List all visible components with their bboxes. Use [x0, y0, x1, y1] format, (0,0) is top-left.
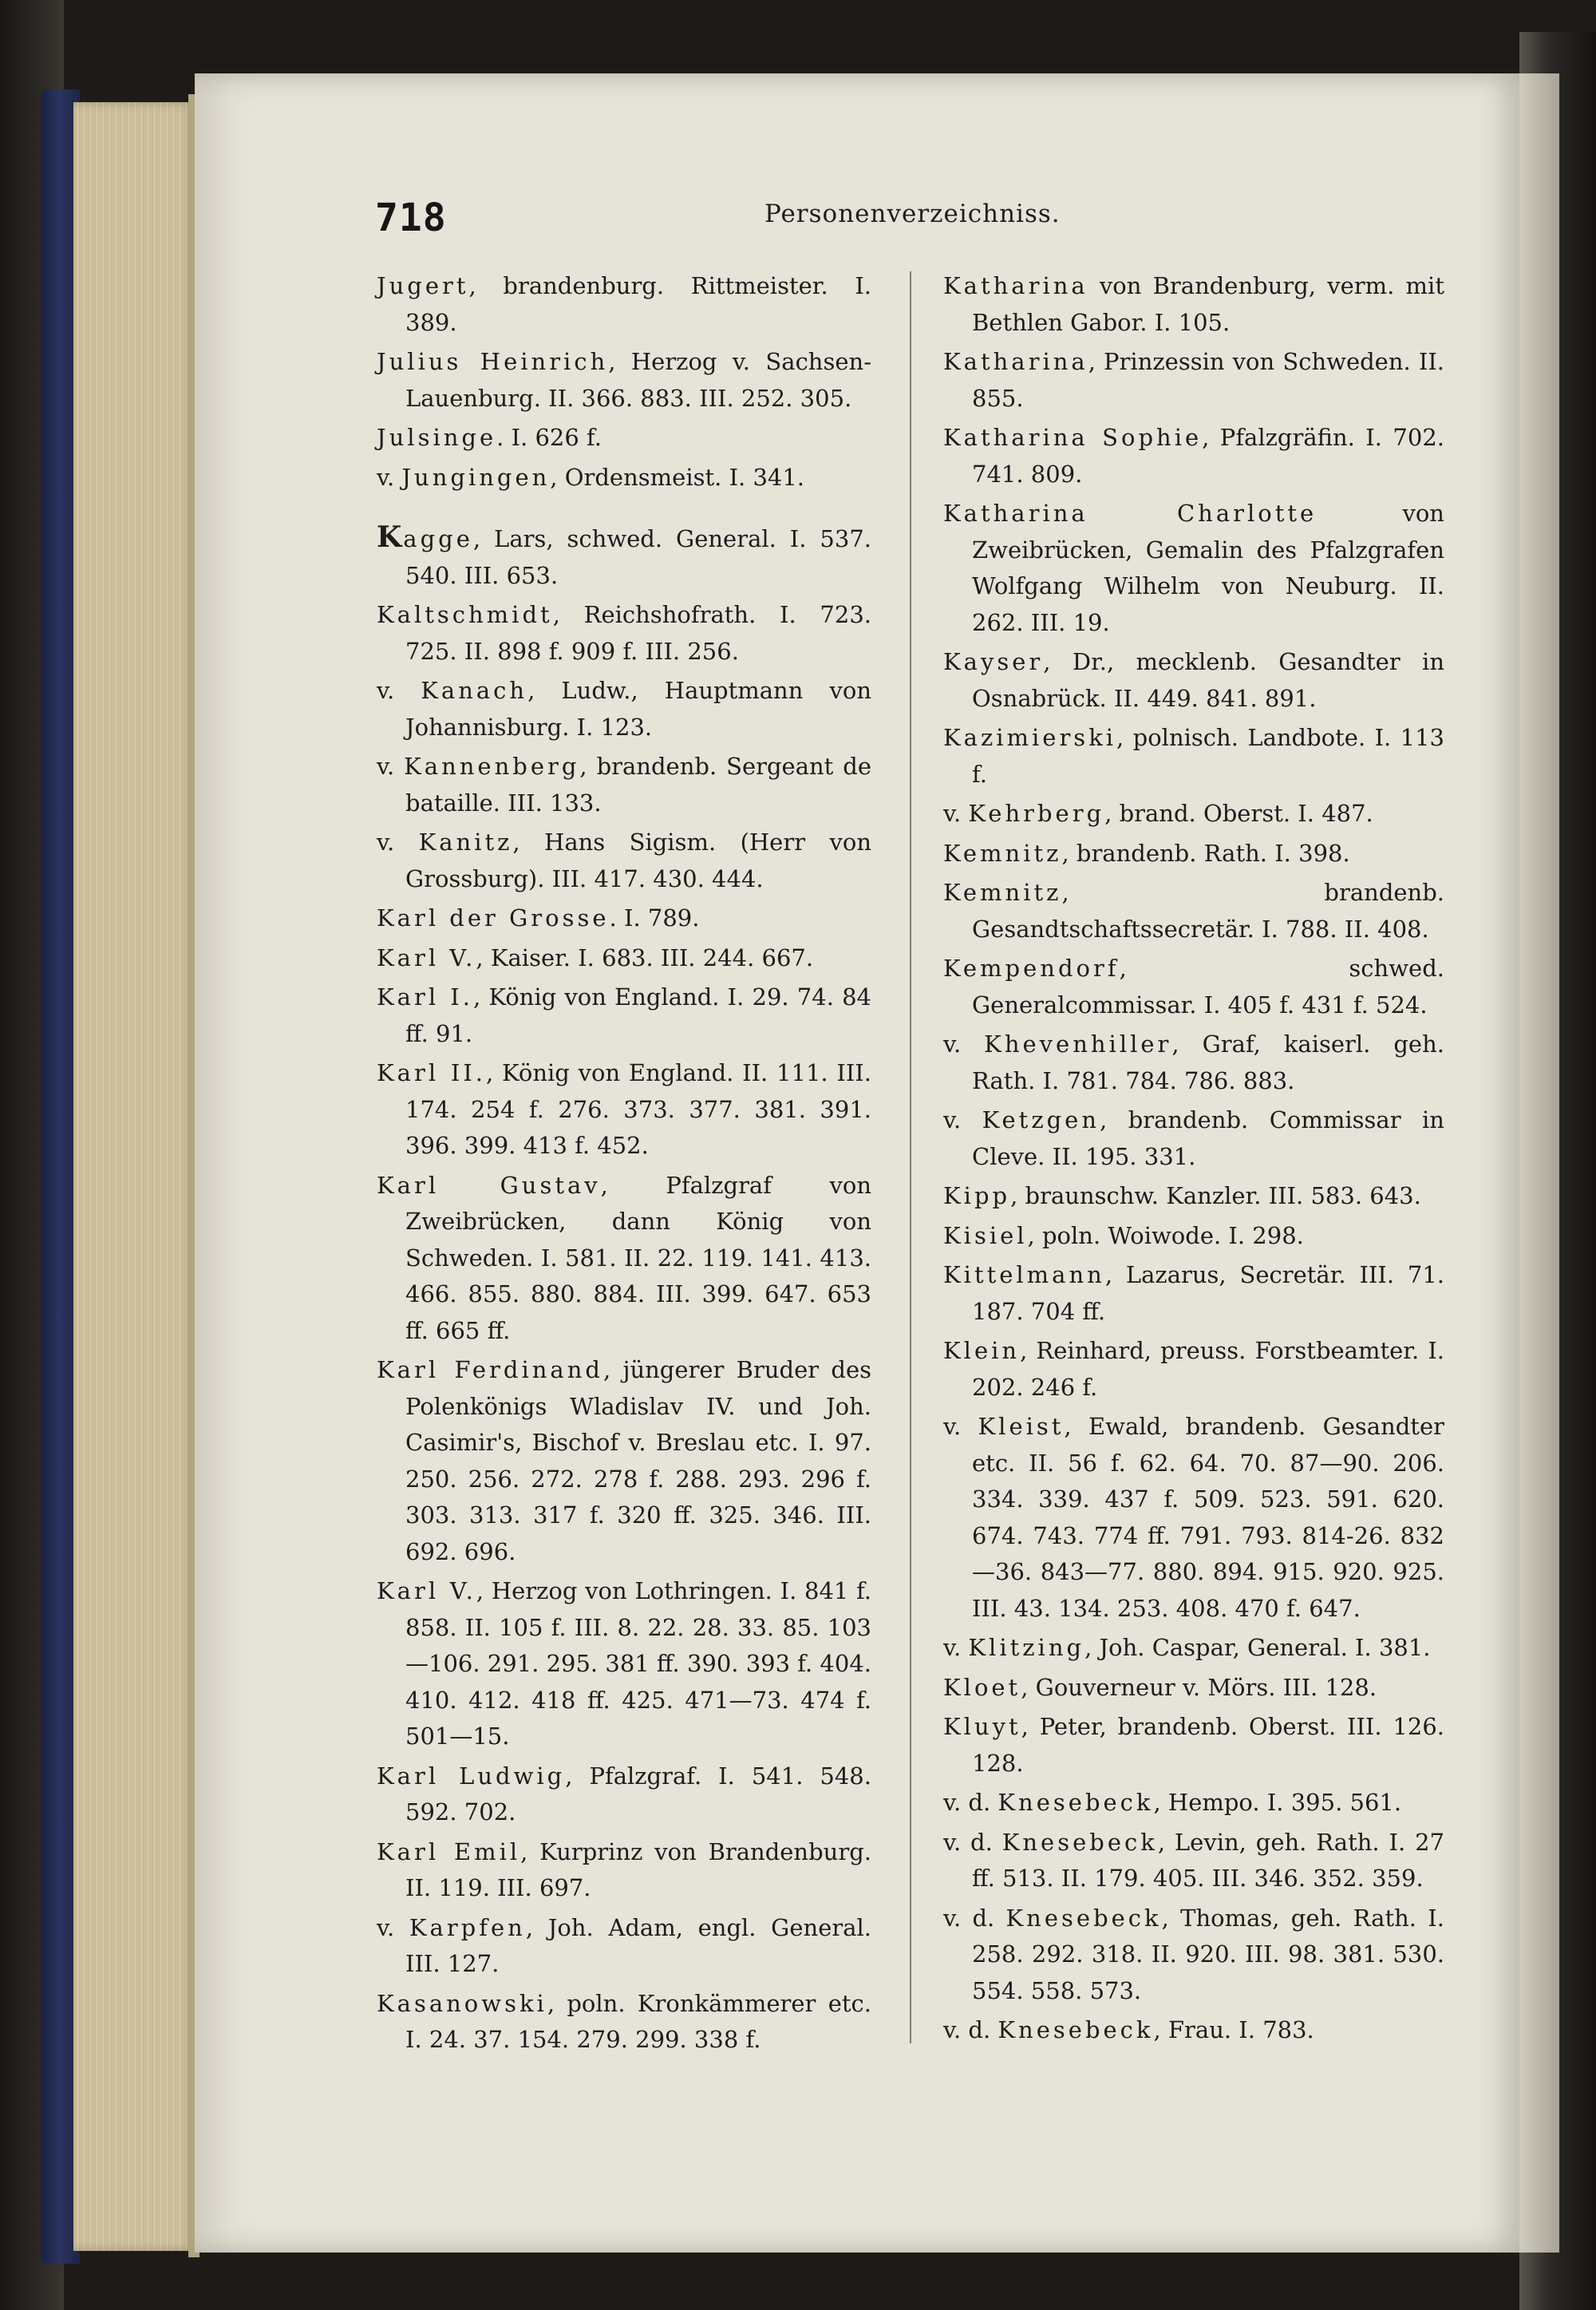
- entry-name: Kehrberg: [968, 800, 1105, 827]
- entry-references: , Ordensmeist. I. 341.: [550, 463, 805, 491]
- entry-name: Klitzing: [968, 1634, 1085, 1661]
- entry-references: , brandenburg. Rittmeister. I. 389.: [405, 272, 871, 336]
- index-entry: [943, 2012, 1444, 2049]
- entry-name: Knesebeck: [998, 1789, 1154, 1816]
- running-head-title: Personenverzeichniss.: [764, 200, 1061, 228]
- entry-references: , König von England. II. 111. III. 174. 254 f. 276. 373. 377. 381. 391. 396. 399. 413 f. 452.: [405, 1059, 871, 1159]
- index-entry: [943, 1901, 1444, 2010]
- entry-prefix: v. d.: [943, 1904, 1006, 1932]
- index-entry: [943, 951, 1444, 1023]
- index-entry: [377, 1758, 871, 1831]
- entry-references: , Pfalzgraf. I. 541. 548. 592. 702.: [405, 1762, 871, 1825]
- entry-references: , Kurprinz von Brandenburg. II. 119. III. 697.: [405, 1837, 871, 1901]
- entry-name: Kasanowski: [377, 1989, 547, 2017]
- index-entry: [377, 1986, 871, 2059]
- entry-name: Julsinge: [377, 424, 497, 451]
- entry-references: , Ludw., Hauptmann von Johannisburg. I. 123.: [405, 677, 871, 741]
- entry-references: , polnisch. Landbote. I. 113 f.: [972, 724, 1444, 788]
- entry-references: , brandenb. Gesandtschaftssecretär. I. 788. II. 408.: [972, 879, 1444, 943]
- entry-references: , Hans Sigism. (Herr von Grossburg). III. 417. 430. 444.: [405, 829, 871, 892]
- entry-references: , Gouverneur v. Mörs. III. 128.: [1021, 1673, 1377, 1701]
- entry-references: , brandenb. Sergeant de bataille. III. 133.: [405, 753, 871, 817]
- entry-name: Karpfen: [409, 1913, 526, 1941]
- entry-references: , brand. Oberst. I. 487.: [1104, 800, 1373, 827]
- entry-references: , brandenb. Rath. I. 398.: [1061, 839, 1350, 867]
- index-entry: [943, 420, 1444, 492]
- index-entry: [943, 875, 1444, 947]
- entry-name: Katharina Sophie: [943, 424, 1203, 451]
- entry-prefix: v.: [943, 1030, 985, 1058]
- index-entry: [377, 1834, 871, 1907]
- entry-name: Karl der Grosse: [377, 904, 610, 932]
- entry-references: , Ewald, brandenb. Gesandter etc. II. 56 f. 62. 64. 70. 87—90. 206. 334. 339. 437 f. 509. 523. 591. 620. 674. 743. 774 ff. 791. 793. 814-26. 832—36. 843—77. 880. 894. 915. 920. 925. III. 43. 134. 253. 408. 470 f. 647.: [972, 1413, 1444, 1622]
- entry-prefix: v.: [377, 677, 421, 704]
- column-divider: [910, 271, 911, 2043]
- index-entry: [377, 940, 871, 977]
- entry-name: Kluyt: [943, 1713, 1021, 1740]
- entry-name: Kloet: [943, 1673, 1021, 1701]
- page-block-edge: [73, 102, 195, 2251]
- entry-name: Ketzgen: [982, 1106, 1100, 1133]
- entry-name: Karl Emil: [377, 1837, 521, 1865]
- entry-references: , Reichshofrath. I. 723. 725. II. 898 f. 909 f. III. 256.: [405, 601, 871, 665]
- entry-references: , Kaiser. I. 683. III. 244. 667.: [476, 943, 814, 971]
- entry-name: Karl I.: [377, 983, 473, 1011]
- entry-references: , König von England. I. 29. 74. 84 ff. 91.: [405, 983, 871, 1047]
- entry-references: , Joh. Caspar, General. I. 381.: [1084, 1634, 1431, 1661]
- entry-references: , Reinhard, preuss. Forstbeamter. I. 202. 246 f.: [972, 1337, 1444, 1401]
- next-page-edge: [1519, 73, 1559, 2253]
- entry-name: Knesebeck: [1005, 1904, 1162, 1932]
- index-entry: [377, 825, 871, 897]
- entry-name: Katharina: [943, 348, 1088, 375]
- entry-references: , schwed. Generalcommissar. I. 405 f. 431 f. 524.: [972, 955, 1444, 1019]
- entry-name: Kanitz: [418, 829, 513, 856]
- entry-prefix: v.: [943, 1106, 982, 1133]
- entry-references: , Lars, schwed. General. I. 537. 540. III. 653.: [405, 525, 871, 589]
- entry-prefix: v. d.: [943, 1789, 998, 1816]
- index-entry: [943, 1333, 1444, 1406]
- entry-references: , brandenb. Commissar in Cleve. II. 195. 331.: [972, 1106, 1444, 1170]
- page-number: 718: [375, 196, 447, 240]
- entry-references: , Thomas, geh. Rath. I. 258. 292. 318. II. 920. III. 98. 381. 530. 554. 558. 573.: [972, 1904, 1444, 2004]
- entry-references: , Dr., mecklenb. Gesandter in Osnabrück. II. 449. 841. 891.: [972, 648, 1444, 712]
- index-entry: [943, 1709, 1444, 1782]
- entry-references: , Levin, geh. Rath. I. 27 ff. 513. II. 179. 405. III. 346. 352. 359.: [972, 1828, 1444, 1892]
- entry-name: Khevenhiller: [984, 1030, 1172, 1058]
- index-entry: [943, 1409, 1444, 1627]
- entry-prefix: v.: [943, 1634, 969, 1661]
- section-initial: K: [377, 520, 404, 554]
- entry-references: . I. 626 f.: [496, 424, 602, 451]
- index-entry: [377, 1055, 871, 1165]
- entry-prefix: v.: [377, 829, 419, 856]
- entry-name: Karl Ferdinand: [377, 1356, 603, 1383]
- index-entry: [377, 1573, 871, 1755]
- entry-name: Kemnitz: [943, 879, 1062, 906]
- entry-references: , Hempo. I. 395. 561.: [1153, 1789, 1402, 1816]
- entry-name: agge: [403, 525, 473, 552]
- entry-name: Julius Heinrich: [377, 348, 609, 375]
- entry-name: Kannenberg: [404, 753, 580, 780]
- entry-name: Kleist: [978, 1413, 1065, 1440]
- index-entry: [377, 749, 871, 821]
- index-entry: [943, 496, 1444, 641]
- entry-name: Kemnitz: [943, 839, 1062, 867]
- entry-name: Kempendorf: [943, 955, 1120, 982]
- entry-references: , Pfalzgräfin. I. 702. 741. 809.: [972, 424, 1444, 488]
- entry-name: Karl Ludwig: [377, 1762, 566, 1790]
- entry-references: , Pfalzgraf von Zweibrücken, dann König von Schweden. I. 581. II. 22. 119. 141. 413. 466. 855. 880. 884. III. 399. 647. 653 ff. 665 ff.: [405, 1171, 871, 1344]
- entry-name: Klein: [943, 1337, 1021, 1364]
- index-column-right: [943, 268, 1444, 2052]
- entry-name: Knesebeck: [998, 2016, 1154, 2043]
- entry-name: Karl Gustav: [377, 1171, 601, 1199]
- entry-name: Kanach: [421, 677, 528, 704]
- entry-references: , Frau. I. 783.: [1153, 2016, 1314, 2043]
- index-entry: [377, 900, 871, 937]
- index-entry: [943, 268, 1444, 341]
- index-entry: [943, 1102, 1444, 1175]
- entry-name: Katharina Charlotte: [943, 500, 1317, 527]
- entry-references: , Herzog v. Sachsen-Lauenburg. II. 366. 883. III. 252. 305.: [405, 348, 872, 412]
- index-entry: [377, 597, 871, 670]
- entry-name: Kisiel: [943, 1221, 1028, 1249]
- index-entry: [943, 720, 1444, 793]
- index-entry: [943, 1670, 1444, 1707]
- entry-references: , Herzog von Lothringen. I. 841 f. 858. II. 105 f. III. 8. 22. 28. 33. 85. 103—106. 291. 295. 381 ff. 390. 393 f. 404. 410. 412. 418 ff. 425. 471—73. 474 f. 501—15.: [405, 1577, 872, 1750]
- entry-name: Kaltschmidt: [377, 601, 553, 628]
- index-entry: [377, 520, 871, 594]
- entry-references: , poln. Woiwode. I. 298.: [1027, 1221, 1304, 1249]
- entry-name: Jugert: [377, 272, 469, 299]
- entry-prefix: v. d.: [943, 2016, 998, 2043]
- index-entry: [943, 836, 1444, 872]
- entry-references: , Joh. Adam, engl. General. III. 127.: [405, 1913, 871, 1977]
- entry-prefix: v.: [943, 800, 969, 827]
- index-entry: [943, 796, 1444, 833]
- index-entry: [943, 1218, 1444, 1255]
- entry-references: , braunschw. Kanzler. III. 583. 643.: [1010, 1182, 1421, 1209]
- index-entry: [943, 1257, 1444, 1330]
- entry-name: Knesebeck: [1001, 1828, 1158, 1856]
- index-entry: [943, 344, 1444, 417]
- entry-references: , Peter, brandenb. Oberst. III. 126. 128.: [972, 1713, 1444, 1777]
- entry-prefix: v.: [377, 463, 402, 491]
- entry-prefix: v. d.: [943, 1828, 1002, 1856]
- entry-name: Kayser: [943, 648, 1044, 675]
- index-entry: [943, 1178, 1444, 1215]
- entry-prefix: v.: [377, 1913, 409, 1941]
- index-column-left: [377, 268, 871, 2062]
- entry-references: , poln. Kronkämmerer etc. I. 24. 37. 154. 279. 299. 338 f.: [405, 1989, 871, 2053]
- entry-name: Kittelmann: [943, 1261, 1105, 1288]
- index-entry: [943, 644, 1444, 717]
- index-entry: [943, 1630, 1444, 1667]
- entry-references: , Graf, kaiserl. geh. Rath. I. 781. 784. 786. 883.: [972, 1030, 1444, 1094]
- index-entry: [377, 344, 871, 417]
- entry-references: , jüngerer Bruder des Polenkönigs Wladislav IV. und Joh. Casimir's, Bischof v. Breslau etc. I. 97. 250. 256. 272. 278 f. 288. 293. 296 f. 303. 313. 317 f. 320 ff. 325. 346. III. 692. 696.: [405, 1356, 871, 1565]
- index-entry: [377, 979, 871, 1052]
- index-entry: [377, 420, 871, 457]
- entry-name: Jungingen: [401, 463, 551, 491]
- index-entry: [943, 1785, 1444, 1821]
- entry-name: Kazimierski: [943, 724, 1117, 751]
- entry-name: Karl V.: [377, 1577, 476, 1604]
- entry-name: Kipp: [943, 1182, 1011, 1209]
- entry-references: von Zweibrücken, Gemalin des Pfalzgrafen Wolfgang Wilhelm von Neuburg. II. 262. III. 19.: [972, 500, 1444, 636]
- entry-references: von Brandenburg, verm. mit Bethlen Gabor. I. 105.: [972, 272, 1444, 336]
- index-entry: [377, 268, 871, 341]
- index-entry: [943, 1026, 1444, 1099]
- entry-prefix: v.: [377, 753, 405, 780]
- entry-references: , Lazarus, Secretär. III. 71. 187. 704 ff.: [972, 1261, 1444, 1325]
- index-entry: [377, 673, 871, 746]
- entry-references: . I. 789.: [609, 904, 700, 932]
- index-entry: [377, 460, 871, 496]
- index-entry: [943, 1825, 1444, 1897]
- index-entry: [377, 1910, 871, 1983]
- entry-references: , Prinzessin von Schweden. II. 855.: [972, 348, 1444, 412]
- index-entry: [377, 1352, 871, 1570]
- index-entry: [377, 1168, 871, 1350]
- entry-name: Katharina: [943, 272, 1088, 299]
- entry-prefix: v.: [943, 1413, 978, 1440]
- entry-name: Karl II.: [377, 1059, 486, 1086]
- entry-name: Karl V.: [377, 943, 476, 971]
